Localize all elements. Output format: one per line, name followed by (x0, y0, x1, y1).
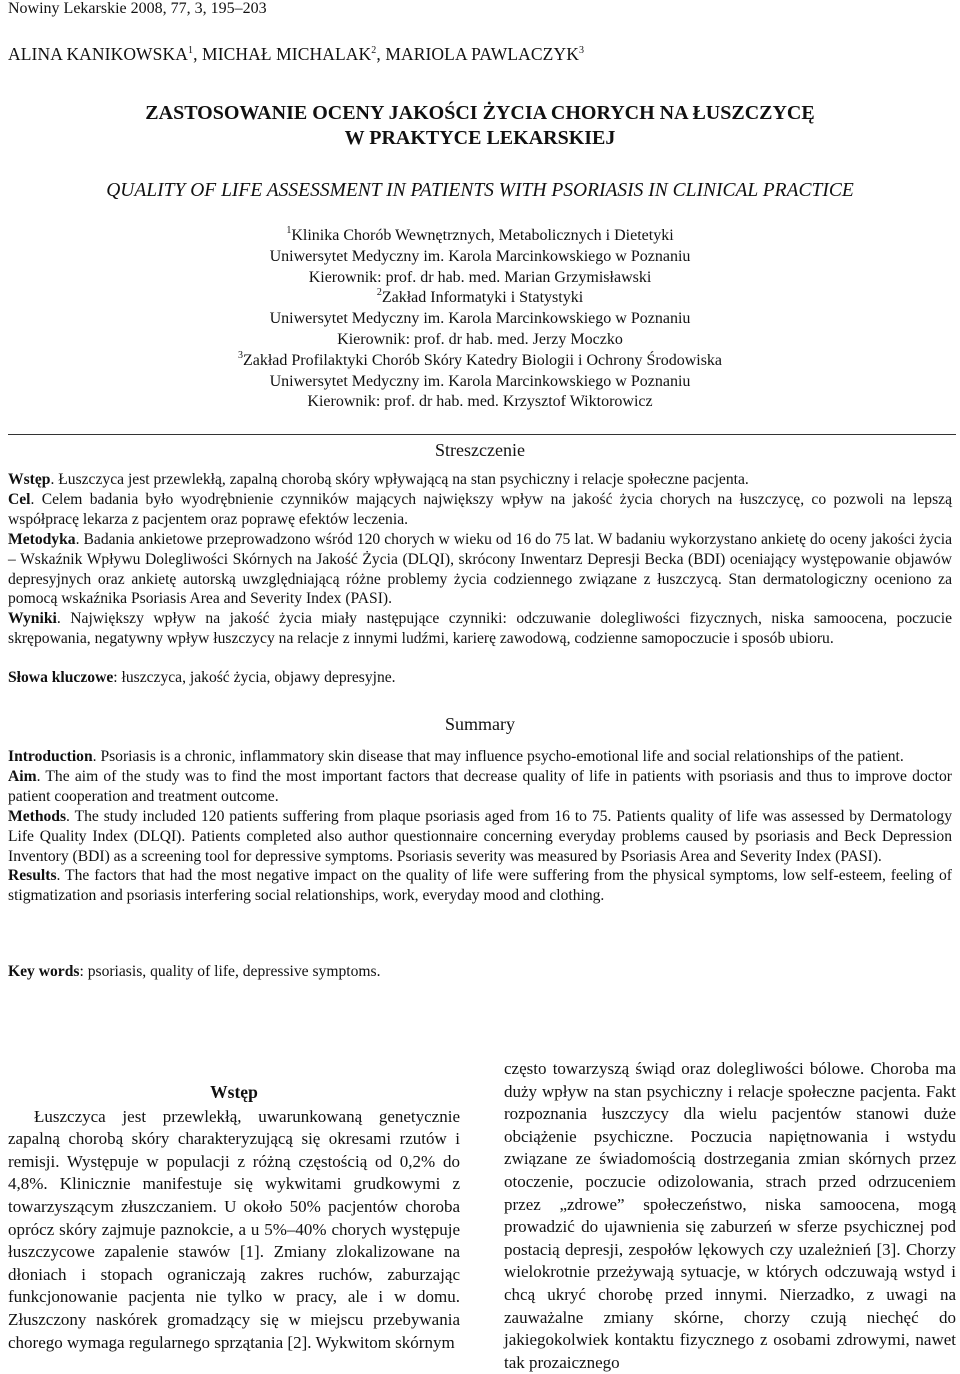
affiliation-mark: 1 (286, 225, 292, 236)
journal-citation: Nowiny Lekarskie 2008, 77, 3, 195–203 (8, 0, 267, 17)
author-name: ALINA KANIKOWSKA (8, 44, 188, 64)
abstract-paragraph: Introduction. Psoriasis is a chronic, inflammatory skin disease that may influence psycho-emotional life and social relationships of the patient. (8, 748, 904, 765)
abstract-label: Wyniki (8, 610, 57, 628)
body-column-left (8, 1081, 460, 1354)
keywords-polish (8, 669, 952, 687)
title-polish-line: ZASTOSOWANIE OCENY JAKOŚCI ŻYCIA CHORYCH NA ŁUSZCZYCĘ (145, 102, 815, 124)
affiliation-university: Uniwersytet Medyczny im. Karola Marcinkowskiego w Poznaniu (269, 247, 691, 265)
section-heading: Wstęp (210, 1082, 258, 1102)
abstract-paragraph: Metodyka. Badania ankietowe przeprowadzono wśród 120 chorych w wieku od 16 do 75 lat. W badaniu wykorzystano ankietę do oceny jakości życia – Wskaźnik Wpływu Dolegliwości Skórnych na Jakość Życia (DLQI), skrócony Inwentarz Depresji Becka (BDI) oceniający występowanie objawów depresyjnych oraz ankietę autorską uwzględniającą różne problemy życia codziennego związane z łuszczycą. Stan dermatologiczny oceniono za pomocą wskaźnika Psoriasis Area and Severity Index (PASI). (8, 530, 952, 608)
affiliation-unit: $^3$Zakład Profilaktyki Chorób Skóry Katedry Biologii i Ochrony Środowiska (237, 349, 723, 369)
title-polish (0, 101, 960, 151)
abstract-label: Metodyka (8, 530, 76, 548)
abstract-paragraph: Aim. The aim of the study was to find the most important factors that decrease quality of life in patients with psoriasis and thus to improve doctor patient cooperation and treatment outcome. (8, 767, 952, 805)
abstract-label: Cel (8, 490, 31, 508)
title-polish-line: W PRAKTYCE LEKARSKIEJ (344, 127, 616, 149)
keywords-label: Key words (8, 963, 80, 980)
affiliation-university: Uniwersytet Medyczny im. Karola Marcinkowskiego w Poznaniu (269, 372, 691, 390)
abstract-polish (8, 470, 952, 649)
affiliation-mark: 3 (237, 349, 243, 361)
affiliation-head: Kierownik: prof. dr hab. med. Krzysztof Wiktorowicz (307, 393, 653, 411)
author-affiliation-mark: 3 (578, 45, 585, 56)
abstract-label: Methods (8, 807, 67, 825)
affiliation-mark: 2 (376, 287, 382, 299)
author-name: MICHAŁ MICHALAK (202, 44, 372, 64)
abstract-label: Results (8, 867, 57, 885)
author-affiliation-mark: 1 (187, 45, 194, 56)
body-paragraph: często towarzyszą świąd oraz dolegliwości bólowe. Choroba ma duży wpływ na stan psychiczny i relacje społeczne pacjenta. Fakt rozpoznania łuszczycy dla wielu pacjentów stanowi duże obciążenie psychiczne. Poczucia napiętnowania i wstydu związane ze świadomością dostrzegania zmian skórnych przez otoczenie, poczucie odizolowania, strach przed odrzuceniem przez „zdrowe” społeczeństwo, niska samoocena, mogą prowadzić do ujawnienia się zaburzeń w sferze psychicznej pod postacią depresji, zespołów lękowych czy uzależnień [3]. Chorzy wielokrotnie przeżywają sytuacje, w których odczuwają wstyd i chcą ukryć chorobę przed innymi. Nierzadko, z uwagi na zauważalne zmiany skórne, chorzy czują niechęć do jakiegokolwiek kontaktu fizycznego z osobami zdrowymi, nawet tak prozaicznego (504, 1059, 956, 1372)
abstract-label: Wstęp (8, 471, 51, 488)
abstract-paragraph: Methods. The study included 120 patients suffering from plaque psoriasis aged from 16 to 75. Patients quality of life was assessed by Dermatology Life Quality Index (DLQI). Patients completed also author questionnaire concerning everyday problems caused by psoriasis and Beck Depression Inventory (BDI) as a screening tool for depressive symptoms. Psoriasis severity was measured by Psoriasis Area and Severity Index (PASI). (8, 807, 952, 865)
abstract-heading-english: Summary (445, 714, 515, 734)
affiliation-unit: $^2$Zakład Informatyki i Statystyki (376, 287, 584, 307)
abstract-label: Introduction (8, 748, 93, 765)
section-divider (8, 434, 956, 435)
affiliation-university: Uniwersytet Medyczny im. Karola Marcinkowskiego w Poznaniu (269, 310, 691, 328)
author-affiliation-mark: 2 (371, 45, 377, 56)
affiliations (0, 226, 960, 413)
body-paragraph: Łuszczyca jest przewlekłą, uwarunkowaną genetycznie zapalną chorobą skóry charakteryzującą się okresami rzutów i remisji. Występuje w populacji z różną częstością od 0,2% do 4,8%. Klinicznie manifestuje się wykwitami grudkowymi z towarzyszącym złuszczaniem. U około 50% pacjentów choroba oprócz skóry zajmuje paznokcie, a u 5%–40% chorych występuje łuszczycowe zapalenie stawów [1]. Zmiany zlokalizowane na dłoniach i stopach ograniczają zakres ruchów, zaburzając funkcjonowanie pacjenta nie tylko w pracy, ale i w domu. Złuszczony naskórek gromadzący się w miejscu przebywania chorego wymaga regularnego sprzątania [2]. Wykwitom skórnym (8, 1106, 460, 1352)
affiliation-head: Kierownik: prof. dr hab. med. Marian Grzymisławski (308, 268, 652, 286)
keywords-label: Słowa kluczowe (8, 669, 114, 686)
abstract-paragraph: Results. The factors that had the most negative impact on the quality of life were suffering from the physical symptoms, low self-esteem, feeling of stigmatization and psoriasis interfering social relationships, work, everyday mood and clothing. (8, 867, 952, 905)
author-list: ALINA KANIKOWSKA$^1$, MICHAŁ MICHALAK$^2$, MARIOLA PAWLACZYK$^3$ (8, 44, 585, 64)
abstract-paragraph: Wstęp. Łuszczyca jest przewlekłą, zapalną chorobą skóry wpływającą na stan psychiczny i relacje społeczne pacjenta. (8, 471, 749, 488)
abstract-label: Aim (8, 767, 37, 785)
author-name: MARIOLA PAWLACZYK (385, 44, 579, 64)
abstract-paragraph: Cel. Celem badania było wyodrębnienie czynników mających największy wpływ na jakość życia chorych na łuszczycę, co pozwoli na lepszą współpracę lekarza z pacjentem oraz poprawę efektów leczenia. (8, 490, 952, 528)
affiliation-head: Kierownik: prof. dr hab. med. Jerzy Moczko (337, 330, 623, 348)
keywords-english (8, 963, 952, 981)
keywords-text: : łuszczyca, jakość życia, objawy depresyjne. (113, 669, 396, 686)
abstract-paragraph: Wyniki. Największy wpływ na jakość życia miały następujące czynniki: odczuwanie dolegliwości fizycznych, niska samoocena, poczucie skrępowania, negatywny wpływ łuszczycy na relacje z innymi ludźmi, karierę zawodową, codzienne samopoczucie i sposób ubioru. (8, 610, 952, 648)
title-english: QUALITY OF LIFE ASSESSMENT IN PATIENTS WITH PSORIASIS IN CLINICAL PRACTICE (106, 180, 854, 201)
abstract-english (8, 747, 952, 906)
body-column-right (504, 1058, 956, 1374)
affiliation-unit: $^1$Klinika Chorób Wewnętrznych, Metabolicznych i Dietetyki (286, 225, 674, 244)
keywords-text: : psoriasis, quality of life, depressive symptoms. (79, 963, 381, 980)
abstract-heading-polish: Streszczenie (435, 440, 525, 460)
